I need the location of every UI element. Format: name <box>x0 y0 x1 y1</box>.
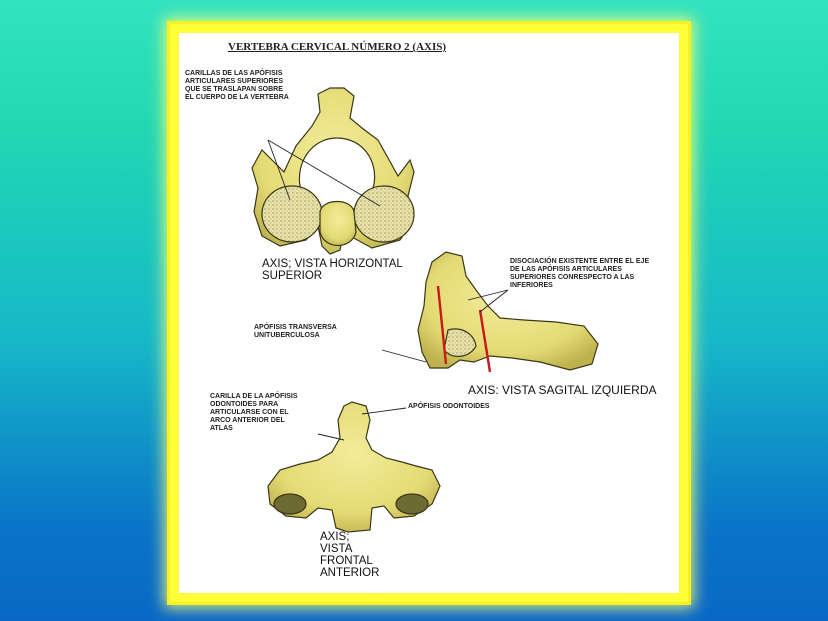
label-line: UNITUBERCULOSA <box>254 332 320 339</box>
label-line: ATLAS <box>210 425 233 432</box>
label-line: DISOCIACIÓN EXISTENTE ENTRE EL EJE <box>510 258 650 265</box>
superior-facets-label <box>185 70 289 102</box>
label-line: CARILLA DE LA APÓFISIS <box>210 393 298 400</box>
label-line: EL CUERPO DE LA VERTEBRA <box>185 94 289 101</box>
frontal-view-caption <box>320 531 379 579</box>
label-line: ARTICULARES SUPERIORES <box>185 78 284 85</box>
axis-superior-view <box>252 88 414 254</box>
label-line: ODONTOIDES PARA <box>210 401 279 408</box>
caption-line: FRONTAL <box>320 555 373 567</box>
caption-line: ANTERIOR <box>320 567 380 579</box>
odontoid-facet-label <box>210 393 298 433</box>
label-line: ARTICULARSE CON EL <box>210 409 289 416</box>
label-line: CARILLAS DE LAS APÓFISIS <box>185 70 283 77</box>
label-line: APÓFISIS TRANSVERSA <box>254 324 337 331</box>
right-inferior-facet <box>396 494 428 514</box>
caption-line: SUPERIOR <box>262 270 323 282</box>
sagittal-view-caption: AXIS: VISTA SAGITAL IZQUIERDA <box>468 383 657 397</box>
label-line: DE LAS APÓFISIS ARTICULARES <box>510 266 622 273</box>
label-line: SUPERIORES CONRESPECTO A LAS <box>510 274 635 281</box>
odontoid-process-top <box>320 202 356 246</box>
label-line: QUE SE TRASLAPAN SOBRE <box>185 86 283 93</box>
caption-line: AXIS; VISTA HORIZONTAL <box>262 258 403 270</box>
transverse-process-label <box>254 324 337 340</box>
label-line: ARCO ANTERIOR DEL <box>210 417 285 424</box>
figure-title: VERTEBRA CERVICAL NÚMERO 2 (AXIS) <box>228 41 447 53</box>
label-line: INFERIORES <box>510 282 553 289</box>
dissociation-label <box>510 258 649 290</box>
horizontal-view-caption <box>262 258 403 282</box>
left-superior-facet <box>262 186 322 242</box>
left-inferior-facet <box>274 494 306 514</box>
right-superior-facet <box>354 186 414 242</box>
odontoid-process-label: APÓFISIS ODONTOIDES <box>408 403 490 410</box>
caption-line: VISTA <box>320 543 353 555</box>
caption-line: AXIS; <box>320 531 350 543</box>
